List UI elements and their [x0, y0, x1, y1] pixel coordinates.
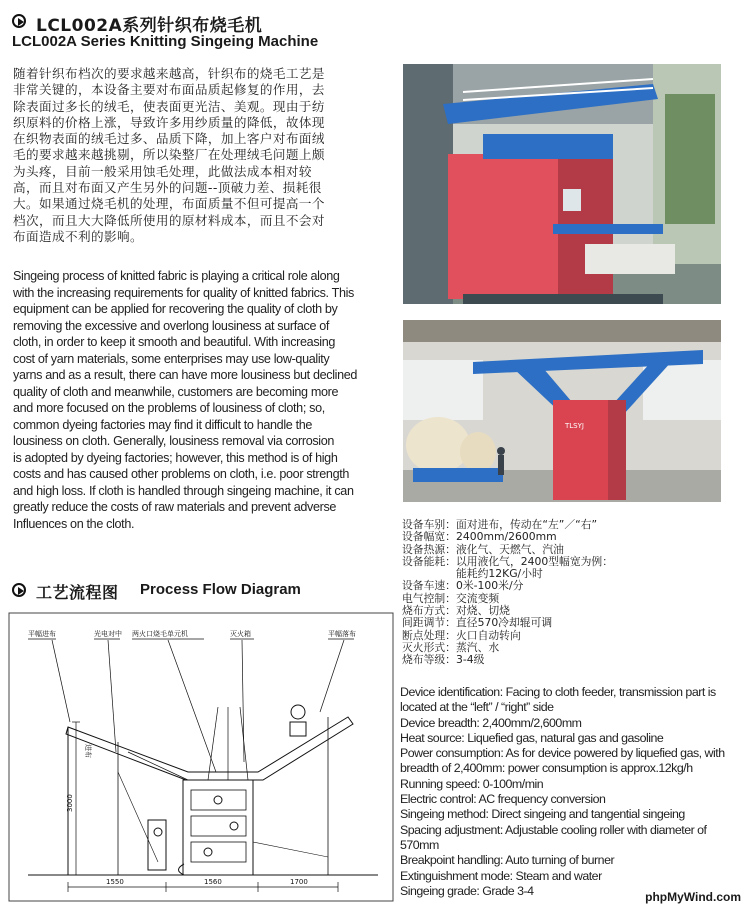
spec-cn-line: 烧布方式：对烧、切烧 — [402, 604, 510, 618]
dim-height: 3000 — [66, 794, 74, 812]
intro-en-line: equipment can be applied for recovering the quality of cloth by — [13, 302, 338, 316]
spec-en-line: Breakpoint handling: Auto turning of burner — [400, 853, 615, 868]
spec-cn-line: 设备幅宽：2400mm/2600mm — [402, 530, 557, 544]
intro-cn-line: 高，而且对布面又产生另外的问题--顶破力差、损耗很 — [13, 180, 322, 196]
spec-en-line: Spacing adjustment: Adjustable cooling roller with diameter of 570mm — [400, 822, 707, 852]
intro-en-line: Singeing process of knitted fabric is playing a critical role along — [13, 269, 340, 283]
intro-cn-line: 大。如果通过烧毛机的处理，布面质量不但可提高一个 — [13, 196, 325, 212]
spec-cn-line: 间距调节：直径570冷却辊可调 — [402, 616, 553, 630]
intro-cn-line: 在织物表面的绒毛过多、品质下降，加上客户对布面绒 — [13, 131, 325, 147]
intro-en-line: lousiness on cloth. Generally, lousiness removal via corrosion — [13, 434, 335, 448]
specs-cn — [402, 519, 742, 667]
intro-en-line: greatly reduce the costs of raw materials and prevent adverse — [13, 500, 337, 514]
dim-w2: 1560 — [204, 878, 222, 886]
play-circle-icon — [12, 583, 26, 597]
spec-cn-line: 灭火形式：蒸汽、水 — [402, 640, 500, 654]
label-inlet-vertical: 进布 — [84, 744, 92, 758]
machine-photo-2 — [403, 320, 721, 502]
intro-cn-line: 为头疼，目前一般采用蚀毛处理，此做法成本相对较 — [13, 163, 312, 179]
specs-en — [400, 685, 733, 899]
intro-en-line: cloth, in order to keep it smooth and beautiful. With increasing — [13, 335, 336, 349]
spec-en-line: Singeing method: Direct singeing and tangential singeing — [400, 807, 685, 822]
intro-cn-line: 非常关键的，本设备主要对布面品质起修复的作用，去 — [13, 82, 325, 98]
intro-en-line: cost of yarn materials, some enterprises may use low-quality — [13, 351, 330, 366]
process-diagram — [8, 612, 394, 902]
label-extinguish: 灭火箱 — [230, 630, 251, 638]
spec-en-line: Device identification: Facing to cloth feeder, transmission part is located at the “left” / “right” side — [400, 685, 716, 715]
intro-en-line: is adopted by dyeing factories; however, this method is of high — [13, 450, 338, 465]
spec-cn-line: 设备车速：0米-100米/分 — [402, 579, 524, 593]
spec-cn-line: 电气控制：交流变频 — [402, 591, 500, 605]
title-en: LCL002A Series Knitting Singeing Machine — [12, 33, 319, 50]
intro-en-line: removing the excessive and overlong lousiness at surface of — [13, 318, 330, 333]
intro-en — [13, 268, 393, 532]
intro-en-line: and high loss. If cloth is handled through singeing machine, it can — [13, 483, 354, 498]
intro-cn-line: 布面造成不利的影响。 — [13, 228, 143, 244]
process-title-en: Process Flow Diagram — [140, 581, 301, 598]
dim-w3: 1700 — [290, 878, 308, 886]
dim-w1: 1550 — [106, 878, 124, 886]
spec-en-line: Extinguishment mode: Steam and water — [400, 868, 602, 883]
spec-cn-line: 设备热源：液化气、天燃气、汽油 — [402, 542, 564, 556]
machine-photo-1 — [403, 64, 721, 304]
intro-en-line: and more focused on the problems of lousiness of cloth; so, — [13, 401, 325, 415]
title-cn: LCL002A系列针织布烧毛机 — [36, 16, 263, 36]
label-feed-out: 平幅落布 — [328, 630, 356, 638]
watermark: phpMyWind.com — [645, 890, 741, 904]
intro-en-line: common dyeing factories may find it difficult to handle the — [13, 417, 313, 432]
label-feed-in: 平幅进布 — [28, 630, 56, 638]
photo2-label: TLSYJ — [565, 422, 584, 430]
intro-en-line: Influences on the cloth. — [13, 516, 135, 531]
spec-en-line: Heat source: Liquefied gas, natural gas and gasoline — [400, 730, 664, 745]
intro-cn-line: 档次，而且大大降低所使用的原材料成本，而且不会对 — [13, 212, 325, 228]
spec-en-line: Device breadth: 2,400mm/2,600mm — [400, 715, 582, 730]
spec-cn-line: 设备车别：面对进布，传动在“左”／“右” — [402, 518, 598, 531]
intro-cn-line: 除表面过多长的绒毛，使表面更光洁、美观。现由于纺 — [13, 98, 325, 114]
intro-cn-line: 随着针织布档次的要求越来越高，针织布的烧毛工艺是 — [13, 66, 325, 81]
spec-en-line: Running speed: 0-100m/min — [400, 776, 544, 791]
label-guide: 光电对中 — [94, 630, 122, 638]
spec-en-line: Power consumption: As for device powered by liquefied gas, with breadth of 2,400mm: power consumption is approx.12kg/h — [400, 746, 725, 776]
intro-en-line: quality of cloth and meanwhile, customers are becoming more — [13, 384, 339, 399]
spec-en-line: Electric control: AC frequency conversion — [400, 792, 606, 807]
intro-en-line: yarns and as a result, there can have more lousiness but declined — [13, 368, 358, 382]
intro-cn — [13, 66, 393, 245]
label-burner-unit: 两火口烧毛单元机 — [132, 630, 188, 638]
intro-cn-line: 织原料的价格上涨，导致许多用纱质量的降低，故体现 — [13, 114, 325, 130]
intro-en-line: with the increasing requirements for quality of knitted fabrics. This — [13, 285, 355, 300]
spec-cn-line: 设备能耗：以用液化气，2400型幅宽为例： — [402, 554, 614, 568]
intro-cn-line: 毛的要求越来越挑剔，所以染整厂在处理绒毛问题上颇 — [13, 147, 325, 163]
process-title-cn: 工艺流程图 — [36, 583, 119, 602]
spec-cn-line: 断点处理：火口自动转向 — [402, 628, 521, 642]
spec-cn-line: 能耗约12KG/小时 — [402, 567, 543, 581]
intro-en-line: costs and has caused other problems on cloth, i.e. poor strength — [13, 467, 350, 481]
play-circle-icon — [12, 14, 26, 28]
spec-en-line: Singeing grade: Grade 3-4 — [400, 883, 534, 898]
spec-cn-line: 烧布等级：3-4级 — [402, 653, 485, 667]
